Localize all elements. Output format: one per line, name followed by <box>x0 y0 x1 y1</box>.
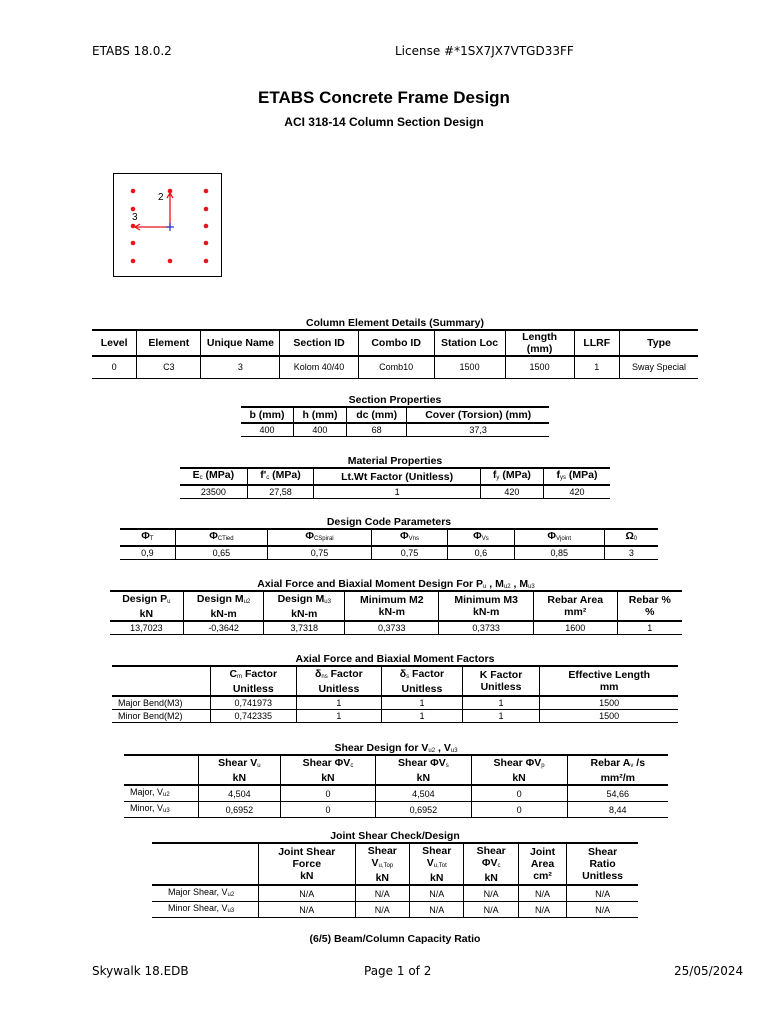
rebar-dot <box>204 224 209 229</box>
col-element: Element <box>137 330 201 356</box>
table-cell: 420 <box>543 485 610 499</box>
col-fy: fy (MPa) <box>480 468 543 485</box>
table-cell: 0,6952 <box>376 802 471 818</box>
col-design-mu3: Design Mu3 kN-m <box>264 591 345 621</box>
axis-3-label: 3 <box>132 212 138 223</box>
axial-design-table <box>110 590 682 635</box>
table-cell: -0,3642 <box>183 621 264 635</box>
table-cell: 1500 <box>540 696 678 710</box>
table-cell: N/A <box>355 902 409 918</box>
table-cell: 400 <box>259 425 275 435</box>
col-phi-ctied: ΦCTied <box>175 529 267 546</box>
table-cell: 0 <box>280 802 375 818</box>
rebar-dot <box>204 189 209 194</box>
row-label: Major Shear, Vu2 <box>168 887 235 898</box>
table-cell: 1 <box>617 621 682 635</box>
table-cell: 27,58 <box>247 485 314 499</box>
table-row <box>110 621 682 635</box>
material-props-caption: Material Properties <box>347 455 443 467</box>
table-cell: N/A <box>518 902 566 918</box>
table-row <box>92 356 698 378</box>
table-cell: 0,741973 <box>211 696 297 710</box>
axis-2-label: 2 <box>158 192 164 203</box>
col-llrf: LLRF <box>574 330 619 356</box>
table-row <box>112 696 678 710</box>
table-cell: Sway Special <box>619 356 698 378</box>
table-row <box>241 423 549 437</box>
table-cell: 0 <box>280 785 375 802</box>
table-cell: 0 <box>111 362 117 373</box>
col-length: Length (mm) <box>505 330 574 356</box>
table-row <box>152 885 638 902</box>
col-type: Type <box>619 330 698 356</box>
axial-design-caption: Axial Force and Biaxial Moment Design For Pu , Mu2 , Mu3 <box>257 578 535 590</box>
table-cell: N/A <box>259 902 356 918</box>
col-dc: dc (mm) <box>346 407 406 423</box>
rebar-dot <box>131 189 136 194</box>
col-ltwt: Lt.Wt Factor (Unitless) <box>314 468 481 485</box>
table-cell: 1500 <box>434 356 505 378</box>
col-rebar-area: Rebar Area mm² <box>533 591 617 621</box>
col-design-pu: Design Pu kN <box>122 592 171 620</box>
col-min-m3: Minimum M3 kN-m <box>439 591 533 621</box>
table-cell: N/A <box>464 885 518 902</box>
col-blank <box>152 843 259 885</box>
table-cell: 0,75 <box>268 546 372 560</box>
col-design-mu2: Design Mu2 kN-m <box>183 591 264 621</box>
table-cell: 3,7318 <box>264 621 345 635</box>
col-blank <box>124 755 199 785</box>
rebar-dot <box>131 241 136 246</box>
col-h: h (mm) <box>293 407 346 423</box>
table-cell: N/A <box>518 885 566 902</box>
col-min-m2: Minimum M2 kN-m <box>345 591 439 621</box>
rebar-dot <box>204 241 209 246</box>
element-details-caption: Column Element Details (Summary) <box>306 317 484 329</box>
table-cell: 0,742335 <box>211 710 297 723</box>
license-number: License #*1SX7JX7VTGD33FF <box>395 44 574 58</box>
table-cell: 1600 <box>533 621 617 635</box>
col-phi-t: ΦT <box>141 530 154 542</box>
row-label: Major Bend(M3) <box>118 698 183 708</box>
table-cell: 1 <box>462 696 540 710</box>
col-combo-id: Combo ID <box>358 330 434 356</box>
table-cell: 1500 <box>505 356 574 378</box>
table-cell: 23500 <box>200 487 226 497</box>
code-params-caption: Design Code Parameters <box>326 516 452 528</box>
table-row <box>120 546 658 560</box>
row-label: Minor Bend(M2) <box>118 711 183 721</box>
table-row <box>124 785 668 802</box>
col-shear-phivc: Shear ΦVc kN <box>280 755 375 785</box>
table-cell: 0,75 <box>371 546 447 560</box>
col-joint-shear-force: Joint Shear Force kN <box>259 843 356 885</box>
element-details-table <box>92 329 698 379</box>
row-label: Minor, Vu3 <box>130 803 170 814</box>
table-cell: Kolom 40/40 <box>280 356 358 378</box>
col-omega0: Ω0 <box>604 529 658 546</box>
axial-factors-table <box>112 665 678 723</box>
table-cell: 420 <box>480 485 543 499</box>
table-cell: N/A <box>259 885 356 902</box>
table-cell: N/A <box>410 885 464 902</box>
table-cell: 0 <box>471 802 567 818</box>
rebar-dot <box>131 224 136 229</box>
rebar-dot <box>168 259 173 264</box>
material-props-table <box>180 467 610 499</box>
table-cell: 0,9 <box>141 548 154 558</box>
local-axes <box>135 193 173 230</box>
table-cell: 1 <box>314 485 481 499</box>
table-cell: 1 <box>382 710 462 723</box>
joint-shear-table <box>152 842 638 918</box>
table-cell: 0,85 <box>514 546 604 560</box>
rebar-dot <box>204 259 209 264</box>
table-cell: 1 <box>296 696 382 710</box>
col-joint-area: Joint Area cm² <box>518 843 566 885</box>
table-cell: N/A <box>410 902 464 918</box>
table-cell: 0,6952 <box>199 802 281 818</box>
table-cell: N/A <box>464 902 518 918</box>
table-cell: 1500 <box>540 710 678 723</box>
table-row <box>112 710 678 723</box>
col-section-id: Section ID <box>280 330 358 356</box>
rebar-dot <box>131 207 136 212</box>
capacity-ratio-caption: (6/5) Beam/Column Capacity Ratio <box>309 933 481 945</box>
table-cell: 4,504 <box>376 785 471 802</box>
table-cell: 0,3733 <box>345 621 439 635</box>
table-cell: 0,65 <box>175 546 267 560</box>
section-props-table <box>241 406 549 437</box>
shear-design-table <box>124 754 668 818</box>
table-cell: Comb10 <box>358 356 434 378</box>
code-params-table <box>120 528 658 560</box>
row-label: Major, Vu2 <box>130 787 170 798</box>
report-date: 25/05/2024 <box>674 964 744 978</box>
shear-design-caption: Shear Design for Vu2 , Vu3 <box>334 742 458 754</box>
col-unique-name: Unique Name <box>201 330 280 356</box>
table-cell: N/A <box>567 885 638 902</box>
col-station-loc: Station Loc <box>434 330 505 356</box>
page-subtitle: ACI 318-14 Column Section Design <box>284 115 484 129</box>
table-cell: 1 <box>574 356 619 378</box>
table-cell: 37,3 <box>407 423 549 437</box>
table-row <box>152 902 638 918</box>
table-cell: 3 <box>201 356 280 378</box>
col-phi-vs: ΦVs <box>448 529 515 546</box>
table-cell: 0,6 <box>448 546 515 560</box>
col-shear-vu-tot: Shear Vu,Tot kN <box>410 843 464 885</box>
table-cell: 0 <box>471 785 567 802</box>
section-diagram-svg <box>114 174 221 276</box>
col-shear-vu-top: Shear Vu,Top kN <box>355 843 409 885</box>
col-rebar-av: Rebar Av /s mm²/m <box>567 755 668 785</box>
col-shear-phivs: Shear ΦVs kN <box>376 755 471 785</box>
table-cell: C3 <box>137 356 201 378</box>
table-cell: N/A <box>567 902 638 918</box>
col-phi-vns: ΦVns <box>371 529 447 546</box>
model-filename: Skywalk 18.EDB <box>92 964 189 978</box>
col-blank <box>112 666 211 696</box>
section-props-caption: Section Properties <box>348 394 442 406</box>
table-cell: 8,44 <box>567 802 668 818</box>
table-cell: 1 <box>462 710 540 723</box>
axial-factors-caption: Axial Force and Biaxial Moment Factors <box>295 653 495 665</box>
rebar-dot <box>131 259 136 264</box>
col-rebar-pct: Rebar % % <box>617 591 682 621</box>
col-fc: f'c (MPa) <box>247 468 314 485</box>
centroid-cross <box>166 223 174 231</box>
section-diagram <box>113 173 222 277</box>
joint-shear-caption: Joint Shear Check/Design <box>330 830 460 842</box>
col-k: K Factor Unitless <box>462 666 540 696</box>
table-row <box>124 802 668 818</box>
software-version: ETABS 18.0.2 <box>92 44 172 58</box>
page-number: Page 1 of 2 <box>364 964 432 978</box>
table-cell: 3 <box>604 546 658 560</box>
col-phi-vjoint: ΦVjoint <box>514 529 604 546</box>
table-cell: 400 <box>293 423 346 437</box>
col-dns: δns Factor Unitless <box>296 666 382 696</box>
table-cell: 1 <box>296 710 382 723</box>
table-cell: 54,66 <box>567 785 668 802</box>
col-phi-cspiral: ΦCSpiral <box>268 529 372 546</box>
table-cell: 68 <box>346 423 406 437</box>
table-cell: 4,504 <box>199 785 281 802</box>
col-level: Level <box>100 337 128 349</box>
col-shear-phivp: Shear ΦVp kN <box>471 755 567 785</box>
table-cell: N/A <box>355 885 409 902</box>
col-ds: δs Factor Unitless <box>382 666 462 696</box>
col-cover: Cover (Torsion) (mm) <box>407 407 549 423</box>
col-eff-length: Effective Length mm <box>540 666 678 696</box>
col-shear-vu: Shear Vu kN <box>199 755 281 785</box>
col-fys: fys (MPa) <box>543 468 610 485</box>
col-shear-phivc: Shear ΦVc kN <box>464 843 518 885</box>
page-title: ETABS Concrete Frame Design <box>258 88 510 107</box>
table-cell: 0,3733 <box>439 621 533 635</box>
rebar-dot <box>204 207 209 212</box>
col-ec: Ec (MPa) <box>192 469 235 481</box>
col-shear-ratio: Shear Ratio Unitless <box>567 843 638 885</box>
table-cell: 13,7023 <box>130 623 163 633</box>
row-label: Minor Shear, Vu3 <box>168 903 235 914</box>
table-row <box>180 485 610 499</box>
col-b: b (mm) <box>249 409 285 421</box>
col-cm: Cm Factor Unitless <box>211 666 297 696</box>
table-cell: 1 <box>382 696 462 710</box>
